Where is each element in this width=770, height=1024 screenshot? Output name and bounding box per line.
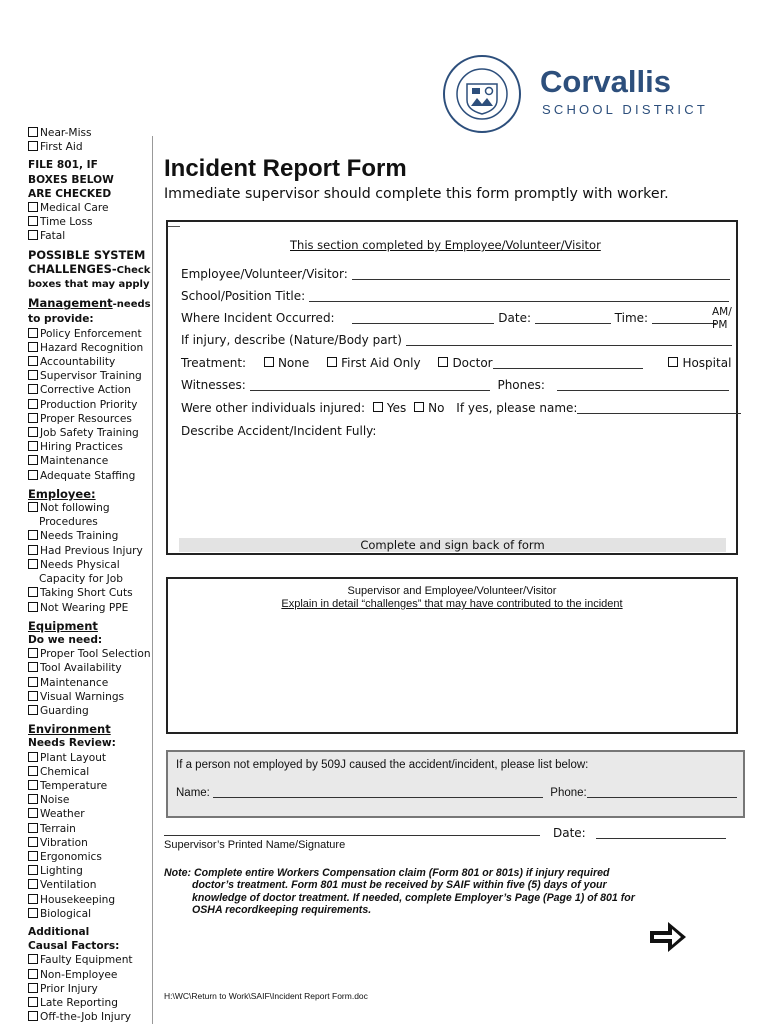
logo-wordmark: Corvallis [540,64,671,99]
checkbox[interactable] [28,559,38,569]
supervisor-signature-input[interactable] [164,824,540,836]
section2-subheading: Explain in detail “challenges” that may have contributed to the incident [281,598,623,610]
district-logo [440,54,740,134]
employee-heading: Employee: [28,486,96,501]
others-label: Were other individuals injured: [181,401,366,415]
checkbox[interactable] [28,202,38,212]
describe-textarea[interactable] [181,442,726,534]
checkbox[interactable] [28,691,38,701]
environment-heading: Environment [28,722,111,737]
file-heading: FILE 801, IF [28,159,98,172]
management-heading: Management [28,296,113,311]
checkbox[interactable] [28,370,38,380]
where-label: Where Incident Occurred: [181,311,335,325]
am-pm-label: AM/ PM [712,306,732,331]
district-seal-icon [440,54,524,134]
where-row [181,311,716,325]
signature-date-label: Date: [553,826,586,840]
checkbox[interactable] [28,127,38,137]
note: Note: Complete entire Workers Compensation claim (Form 801 or 801s) if injury required doctor’s treatment. Form 801 must be received by SAIF within five (5) days of your knowledge of doctor treatment. If needed, complete Employer’s Page (Page 1) of 801 for OSHA recordkeeping requirements. [164,867,635,916]
school-row [181,289,729,303]
system-heading: POSSIBLE SYSTEM [28,247,146,262]
checkbox-label: Medical Care [40,202,109,215]
checkbox[interactable] [28,545,38,555]
where-input[interactable] [352,312,494,324]
injury-label: If injury, describe (Nature/Body part) [181,333,402,347]
checkbox-label: First Aid [40,141,83,154]
treatment-doctor-checkbox[interactable] [438,357,448,367]
checkbox[interactable] [28,766,38,776]
signature-date-input[interactable] [596,827,726,839]
checkbox[interactable] [28,230,38,240]
challenges-textarea[interactable] [176,616,728,726]
arrow-right-icon [648,920,688,954]
checkbox[interactable] [28,837,38,847]
checkbox[interactable] [28,530,38,540]
employee-label: Employee/Volunteer/Visitor: [181,267,348,281]
checkbox[interactable] [28,328,38,338]
checkbox[interactable] [28,954,38,964]
checkbox[interactable] [28,865,38,875]
supervisor-signature-label: Supervisor’s Printed Name/Signature [164,839,346,851]
checkbox[interactable] [28,342,38,352]
checkbox[interactable] [28,399,38,409]
checkbox[interactable] [28,470,38,480]
school-label: School/Position Title: [181,289,306,303]
witnesses-label: Witnesses: [181,378,246,392]
file-heading: BOXES BELOW [28,173,114,186]
checkbox[interactable] [28,851,38,861]
ifyes-input[interactable] [577,402,741,414]
checkbox[interactable] [28,969,38,979]
section1-heading: This section completed by Employee/Volunteer/Visitor [290,238,601,252]
treatment-label: Treatment: [181,356,247,370]
checkbox[interactable] [28,823,38,833]
date-label: Date: [498,311,531,325]
school-input[interactable] [309,290,729,302]
page-subtitle: Immediate supervisor should complete this form promptly with worker. [164,186,669,202]
checkbox-label: Near-Miss [40,127,92,139]
doctor-input[interactable] [493,357,643,369]
checkbox[interactable] [28,356,38,366]
sidebar: Near-Miss First Aid FILE 801, IF BOXES BELOW ARE CHECKED Medical Care Time Loss Fatal POSSIBLE SYSTEM CHALLENGES-Check boxes that may apply Management-needs to provide: Policy Enforcement Hazard Recognition Accountability Supervisor Training Corrective Action Production Priority Proper Resources Job Safety Training Hiring Practices Maintenance Adequate Staffing Employee: Not following Procedures Needs Training Had Previous Injury Needs Physical Capacity for Job Taking Short Cuts Not Wearing PPE Equipment Do we need: Proper Tool Selection Tool Availability Maintenance Visual Warnings Guarding Environment Needs Review: Plant Layout Chemical Temperature Noise Weather Terrain Vibration Ergonomics Lighting Ventilation Housekeeping Biological Additional Causal Factors: Faulty Equipment Non-Employee Prior Injury Late Reporting Off-the-Job Injury [28,127,151,1024]
checkbox[interactable] [28,983,38,993]
others-yes-checkbox[interactable] [373,402,383,412]
equipment-heading: Equipment [28,618,98,633]
describe-label: Describe Accident/Incident Fully: [181,424,377,438]
checkbox-label: Time Loss [40,216,93,229]
date-input[interactable] [535,312,611,324]
checkbox[interactable] [28,455,38,465]
time-label: Time: [614,311,649,325]
checkbox[interactable] [28,677,38,687]
checkbox[interactable] [28,894,38,904]
page-title: Incident Report Form [164,155,407,182]
checkbox[interactable] [28,908,38,918]
checkbox[interactable] [28,705,38,715]
injury-row [181,333,732,347]
treatment-none-checkbox[interactable] [264,357,274,367]
checkbox[interactable] [28,780,38,790]
others-no-checkbox[interactable] [414,402,424,412]
treatment-row: Treatment: None First Aid Only Doctor Hospital [181,356,732,370]
checkbox[interactable] [28,602,38,612]
logo-subname: SCHOOL DISTRICT [542,102,708,117]
checkbox[interactable] [28,502,38,512]
checkbox[interactable] [28,879,38,889]
treatment-first-aid-checkbox[interactable] [327,357,337,367]
checkbox[interactable] [28,648,38,658]
checkbox[interactable] [28,808,38,818]
non-employee-name-input[interactable] [213,786,543,798]
checkbox[interactable] [28,384,38,394]
section2-heading: Supervisor and Employee/Volunteer/Visitor [347,585,557,597]
sidebar-divider [152,136,153,1024]
others-row: Were other individuals injured: Yes No If yes, please name: [181,401,741,415]
checkbox[interactable] [28,662,38,672]
checkbox[interactable] [28,441,38,451]
checkbox[interactable] [28,216,38,226]
additional-heading: Additional [28,925,90,938]
time-input[interactable] [652,312,716,324]
employee-row [181,267,730,281]
checkbox[interactable] [28,427,38,437]
witnesses-input[interactable] [250,379,490,391]
name-label: Name: [176,787,210,799]
checkbox[interactable] [28,794,38,804]
checkbox[interactable] [28,1011,38,1021]
witnesses-row [181,378,729,392]
section3-heading: If a person not employed by 509J caused the accident/incident, please list below: [176,759,589,771]
signature-date-row [553,826,726,840]
phones-label: Phones: [497,378,545,392]
non-employee-row [176,786,737,799]
phone-label: Phone: [550,787,587,799]
file-heading: ARE CHECKED [28,187,112,200]
ifyes-label: If yes, please name: [456,401,578,415]
checkbox-label: Fatal [40,230,66,243]
non-employee-phone-input[interactable] [587,786,737,798]
injury-input[interactable] [406,334,732,346]
complete-back-bar: Complete and sign back of form [179,538,726,552]
file-path: H:\WC\Return to Work\SAIF\Incident Report Form.doc [164,991,368,1001]
employee-input[interactable] [352,268,730,280]
checkbox[interactable] [28,141,38,151]
checkbox[interactable] [28,587,38,597]
checkbox[interactable] [28,413,38,423]
checkbox[interactable] [28,752,38,762]
checkbox[interactable] [28,997,38,1007]
phones-input[interactable] [557,379,729,391]
treatment-hospital-checkbox[interactable] [668,357,678,367]
